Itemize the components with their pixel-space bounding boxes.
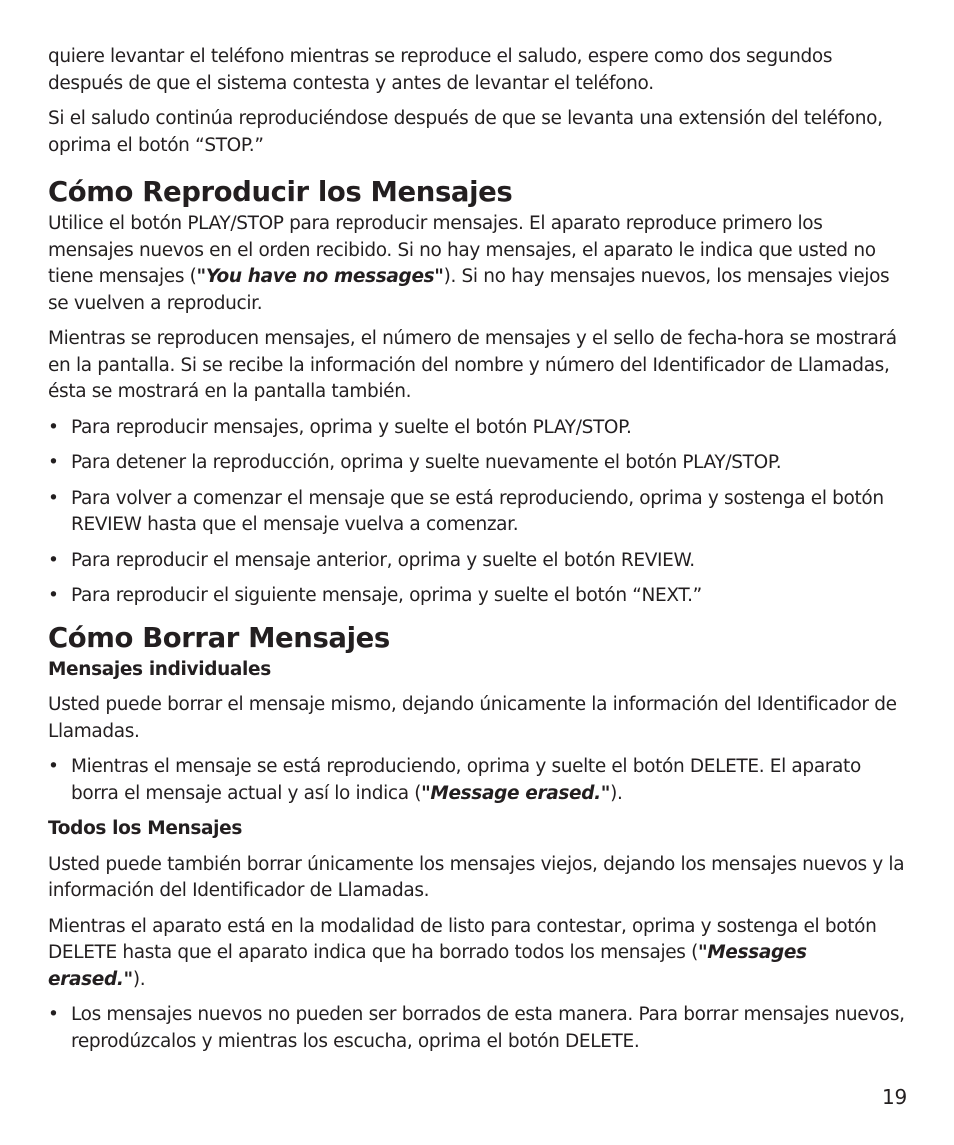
all-messages-paragraph-2-text-a: Mientras el aparato está en la modalidad de listo para contestar, oprima y sostenga el botón DELETE hasta que el aparato indica que ha borrado todos los mensajes ( — [48, 915, 877, 963]
play-paragraph-1 — [48, 211, 910, 317]
intro-paragraph-2: Si el saludo continúa reproduciéndose después de que se levanta una extensión del teléfono, oprima el botón “STOP.” — [48, 108, 883, 156]
message-erased-quote: "Message erased." — [421, 782, 611, 804]
play-paragraph-1-text-a: Utilice el botón PLAY/STOP para reproducir mensajes. El aparato reproduce primero los mensajes nuevos en el orden recibido. Si no hay mensajes, el aparato le indica que usted no tiene mensajes ( — [48, 213, 876, 287]
list-item — [48, 754, 910, 807]
individual-paragraph: Usted puede borrar el mensaje mismo, dejando únicamente la información del Identificador de Llamadas. — [48, 694, 897, 742]
messages-erased-quote: "Messages erased." — [48, 942, 807, 990]
heading-play-messages: Cómo Reproducir los Mensajes — [48, 176, 513, 208]
subheading-all-messages: Todos los Mensajes — [48, 818, 243, 839]
intro-paragraph-1: quiere levantar el teléfono mientras se reproduce el saludo, espere como dos segundos después de que el sistema contesta y antes de levantar el teléfono. — [48, 46, 833, 94]
no-messages-quote: "You have no messages" — [196, 266, 444, 287]
play-bullet-list — [48, 415, 910, 610]
individual-bullet-text-a: Mientras el mensaje se está reproduciendo, oprima y suelte el botón DELETE. El aparato borra el mensaje actual y así lo indica ( — [71, 756, 861, 804]
play-paragraph-1-text-b: ). Si no hay mensajes nuevos, los mensajes viejos se vuelven a reproducir. — [48, 266, 890, 314]
list-item: • Para reproducir el siguiente mensaje, oprima y suelte el botón “NEXT.” — [48, 583, 910, 610]
document-page — [48, 44, 910, 1055]
individual-bullet-list — [48, 754, 910, 807]
all-messages-bullet-list — [48, 1002, 910, 1055]
heading-delete-messages: Cómo Borrar Mensajes — [48, 621, 390, 654]
list-item: • Para detener la reproducción, oprima y suelte nuevamente el botón PLAY/STOP. — [48, 450, 910, 477]
subheading-individual-messages: Mensajes individuales — [48, 658, 271, 680]
individual-bullet-text-b: ). — [610, 782, 623, 804]
list-item: • Para reproducir el mensaje anterior, oprima y suelte el botón REVIEW. — [48, 548, 910, 575]
all-messages-paragraph-2-text-b: ). — [132, 968, 146, 990]
list-item: • Para volver a comenzar el mensaje que se está reproduciendo, oprima y sostenga el botón REVIEW hasta que el mensaje vuelva a comenzar. — [48, 486, 910, 539]
all-messages-paragraph-1: Usted puede también borrar únicamente los mensajes viejos, dejando los mensajes nuevos y la información del Identificador de Llamadas. — [48, 853, 905, 901]
list-item: • Para reproducir mensajes, oprima y suelte el botón PLAY/STOP. — [48, 415, 910, 442]
all-messages-paragraph-2 — [48, 914, 910, 994]
play-paragraph-2: Mientras se reproducen mensajes, el número de mensajes y el sello de fecha-hora se mostrará en la pantalla. Si se recibe la información del nombre y número del Identificador de Llamadas, ésta se mostrará en la pantalla también. — [48, 328, 897, 402]
list-item: • Los mensajes nuevos no pueden ser borrados de esta manera. Para borrar mensajes nuevos, reprodúzcalos y mientras los escucha, oprima el botón DELETE. — [48, 1002, 910, 1055]
page-number: 19 — [881, 1085, 907, 1109]
